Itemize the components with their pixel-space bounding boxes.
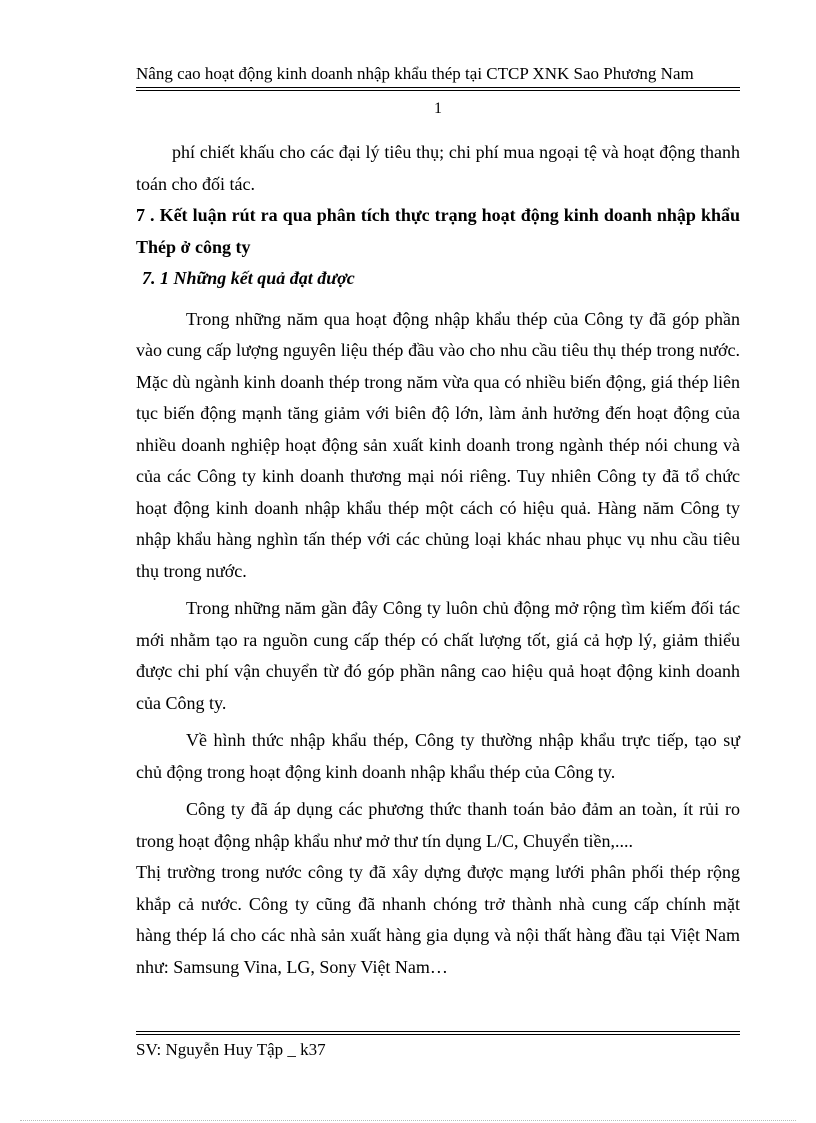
footer-student-name: SV: Nguyễn Huy Tập _ k37 xyxy=(136,1040,326,1059)
header-rule-top xyxy=(136,87,740,88)
document-body xyxy=(136,137,740,983)
paragraph: Về hình thức nhập khẩu thép, Công ty thường nhập khẩu trực tiếp, tạo sự chủ động trong hoạt động kinh doanh nhập khẩu thép của Công ty. xyxy=(136,730,740,782)
section-subheading: 7. 1 Những kết quả đạt được xyxy=(142,268,355,288)
paragraph-intro: phí chiết khấu cho các đại lý tiêu thụ; chi phí mua ngoại tệ và hoạt động thanh toán cho đối tác. xyxy=(136,142,740,194)
section-heading: 7 . Kết luận rút ra qua phân tích thực trạng hoạt động kinh doanh nhập khẩu Thép ở công ty xyxy=(136,205,740,257)
footer-rule-top xyxy=(136,1031,740,1032)
header-rule-bottom xyxy=(136,90,740,91)
page-number: 1 xyxy=(434,100,442,117)
paragraph: Trong những năm gần đây Công ty luôn chủ động mở rộng tìm kiếm đối tác mới nhằm tạo ra nguồn cung cấp thép có chất lượng tốt, giá cả hợp lý, giảm thiểu được chi phí vận chuyển từ đó góp phần nâng cao hiệu quả hoạt động kinh doanh của Công ty. xyxy=(136,598,740,713)
footer-rule-bottom xyxy=(136,1034,740,1035)
page-boundary xyxy=(20,1120,796,1121)
header-title: Nâng cao hoạt động kinh doanh nhập khẩu thép tại CTCP XNK Sao Phương Nam xyxy=(136,64,694,83)
paragraph: Thị trường trong nước công ty đã xây dựng được mạng lưới phân phối thép rộng khắp cả nước. Công ty cũng đã nhanh chóng trở thành nhà cung cấp chính mặt hàng thép lá cho các nhà sản xuất hàng gia dụng và nội thất hàng đầu tại Việt Nam như: Samsung Vina, LG, Sony Việt Nam… xyxy=(136,862,740,977)
paragraph: Công ty đã áp dụng các phương thức thanh toán bảo đảm an toàn, ít rủi ro trong hoạt động nhập khẩu như mở thư tín dụng L/C, Chuyển tiền,.... xyxy=(136,799,740,851)
paragraph: Trong những năm qua hoạt động nhập khẩu thép của Công ty đã góp phần vào cung cấp lượng nguyên liệu thép đầu vào cho nhu cầu tiêu thụ thép trong nước. Mặc dù ngành kinh doanh thép trong năm vừa qua có nhiều biến động, giá thép liên tục biến động mạnh tăng giảm với biên độ lớn, làm ảnh hưởng đến hoạt động của nhiều doanh nghiệp hoạt động sản xuất kinh doanh trong ngành thép nói chung và của các Công ty kinh doanh thương mại nói riêng. Tuy nhiên Công ty đã tổ chức hoạt động kinh doanh nhập khẩu thép một cách có hiệu quả. Hàng năm Công ty nhập khẩu hàng nghìn tấn thép với các chủng loại khác nhau phục vụ nhu cầu tiêu thụ trong nước. xyxy=(136,308,740,581)
